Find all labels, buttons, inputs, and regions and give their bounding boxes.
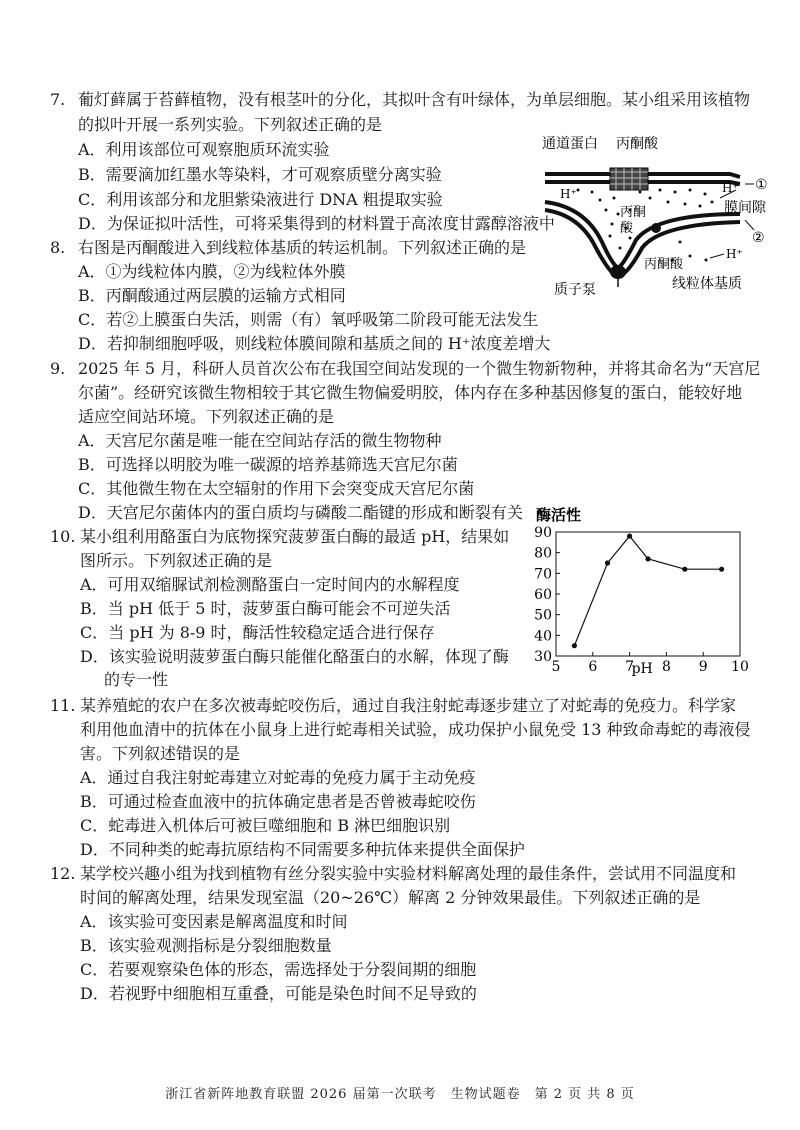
question-10: [50, 527, 509, 547]
y-tick-label: 80: [534, 545, 552, 562]
option-a: A．利用该部位可观察胞质环流实验: [78, 140, 330, 159]
h-plus-arrow-bottom: [710, 254, 724, 258]
label-matrix: 线粒体基质: [672, 276, 742, 292]
pyruvate-carrier: [651, 223, 661, 233]
question-8: [50, 238, 526, 258]
chart-series: [572, 534, 724, 649]
question-stem-continued: 害。下列叙述错误的是: [80, 744, 241, 763]
option-c: C．其他微生物在太空辐射的作用下会突变成天宫尼尔菌: [78, 479, 475, 498]
question-number: 11.: [50, 696, 76, 715]
question-9: [50, 359, 760, 379]
y-tick-label: 50: [534, 607, 552, 624]
option-b: B．可选择以明胶为唯一碳源的培养基筛选天宫尼尔菌: [78, 455, 458, 474]
label-pyruvate-bottom: 丙酮酸: [644, 257, 684, 272]
option-b: B．当 pH 低于 5 时，菠萝蛋白酶可能会不可逆失活: [80, 599, 451, 618]
option-a: A．①为线粒体内膜，②为线粒体外膜: [78, 262, 346, 281]
question-number: 7.: [50, 90, 66, 109]
question-stem-continued: 利用他血清中的抗体在小鼠身上进行蛇毒相关试验，成功保护小鼠免受 13 种致命毒蛇的毒液侵: [80, 720, 751, 739]
label-arrow-h-plus: H⁺: [722, 181, 739, 195]
label-intermembrane-space: 膜间隙: [724, 200, 766, 216]
question-12: [50, 864, 736, 884]
inner-membrane: [545, 210, 740, 277]
option-b: B．该实验观测指标是分裂细胞数量: [80, 936, 332, 955]
option-d: D．不同种类的蛇毒抗原结构不同需要多种抗体来提供全面保护: [80, 840, 525, 859]
label-pyruvate-top: 丙酮酸: [616, 136, 658, 152]
y-tick-label: 60: [534, 587, 552, 603]
enzyme-activity-chart: [528, 504, 768, 676]
page-footer: 浙江省新阵地教育联盟 2026 届第一次联考 生物试题卷 第 2 页 共 8 页: [165, 1087, 635, 1102]
option-d: D．为保证拟叶活性，可将采集得到的材料置于高浓度甘露醇溶液中: [78, 214, 555, 233]
question-stem: 葡灯藓属于苔藓植物，没有根茎叶的分化，其拟叶含有叶绿体，为单层细胞。某小组采用该植物: [78, 90, 751, 109]
question-stem-continued: 尔菌”。经研究该微生物相较于其它微生物偏爱明胶，体内存在多种基因修复的蛋白，能较好地: [78, 383, 743, 402]
mitochondria-diagram: [540, 132, 780, 302]
x-tick-label: 5: [551, 659, 561, 675]
x-tick-label: 8: [661, 659, 671, 675]
question-stem: 2025 年 5 月，科研人员首次公布在我国空间站发现的一个微生物新物种，并将其命名为“天宫尼: [78, 359, 761, 378]
option-d: D．天宫尼尔菌体内的蛋白质均与磷酸二酯键的形成和断裂有关: [78, 503, 523, 522]
option-b: B．丙酮酸通过两层膜的运输方式相同: [78, 286, 346, 305]
question-stem: 某养殖蛇的农户在多次被毒蛇咬伤后，通过自我注射蛇毒逐步建立了对蛇毒的免疫力。科学家: [80, 696, 737, 715]
label-proton-pump: 质子泵: [554, 282, 596, 298]
x-axis-label: pH: [631, 661, 653, 676]
question-number: 12.: [50, 864, 76, 883]
x-tick-label: 7: [625, 659, 635, 675]
label-pyruvate-mid: 丙酮酸: [620, 205, 647, 236]
question-number: 9.: [50, 359, 66, 378]
option-d-continued: 的专一性: [104, 670, 169, 689]
proton-pump-shape: [610, 265, 626, 279]
y-tick-label: 90: [534, 525, 552, 541]
option-b: B．可通过检查血液中的抗体确定患者是否曾被毒蛇咬伤: [80, 792, 476, 811]
label-circle-2: ②: [752, 230, 765, 246]
question-stem-continued: 图所示。下列叙述正确的是: [80, 551, 273, 570]
chart-axes: [556, 532, 740, 656]
option-c: C．蛇毒进入机体后可被巨噬细胞和 B 淋巴细胞识别: [80, 816, 451, 835]
option-c: C．利用该部分和龙胆紫染液进行 DNA 粗提取实验: [78, 190, 443, 209]
x-tick-label: 9: [698, 659, 708, 675]
option-c: C．若②上膜蛋白失活，则需（有）氧呼吸第二阶段可能无法发生: [78, 310, 539, 329]
option-c: C．当 pH 为 8-9 时，酶活性较稳定适合进行保存: [80, 623, 435, 642]
option-a: A．该实验可变因素是解离温度和时间: [80, 912, 348, 931]
data-point: [682, 567, 687, 572]
question-stem-continued: 适应空间站环境。下列叙述正确的是: [78, 407, 335, 426]
plot-frame: [556, 532, 740, 656]
chart-title: 酶活性: [536, 506, 582, 524]
data-point: [627, 534, 632, 539]
question-stem-continued: 的拟叶开展一系列实验。下列叙述正确的是: [78, 115, 383, 134]
option-d: D．该实验说明菠萝蛋白酶只能催化酪蛋白的水解，体现了酶: [80, 647, 509, 666]
label-arrow-h-plus-bottom: H⁺: [726, 247, 743, 261]
option-a: A．通过自我注射蛇毒建立对蛇毒的免疫力属于主动免疫: [80, 768, 476, 787]
data-point: [645, 556, 650, 561]
data-point: [605, 560, 610, 565]
label-leader-2: [745, 220, 754, 230]
option-d: D．若视野中细胞相互重叠，可能是染色时间不足导致的: [80, 984, 477, 1003]
option-c: C．若要观察染色体的形态，需选择处于分裂间期的细胞: [80, 960, 477, 979]
option-a: A．天宫尼尔菌是唯一能在空间站存活的微生物物种: [78, 431, 442, 450]
option-d: D．若抑制细胞呼吸，则线粒体膜间隙和基质之间的 H⁺浓度差增大: [78, 334, 551, 353]
question-stem: 某学校兴趣小组为找到植物有丝分裂实验中实验材料解离处理的最佳条件，尝试用不同温度和: [80, 864, 737, 883]
question-7: [50, 90, 750, 110]
data-point: [719, 567, 724, 572]
y-tick-label: 40: [534, 628, 552, 645]
question-stem: 某小组利用酪蛋白为底物探究菠萝蛋白酶的最适 pH，结果如: [80, 527, 510, 546]
y-tick-label: 70: [534, 566, 552, 583]
series-line: [574, 536, 721, 646]
option-a: A．可用双缩脲试剂检测酪蛋白一定时间内的水解程度: [80, 575, 460, 594]
question-number: 8.: [50, 238, 66, 257]
question-stem: 右图是丙酮酸进入到线粒体基质的转运机制。下列叙述正确的是: [78, 238, 527, 257]
question-11: [50, 696, 736, 716]
label-channel-protein: 通道蛋白: [542, 136, 598, 152]
y-tick-label: 30: [534, 649, 552, 665]
question-number: 10.: [50, 527, 76, 546]
label-h-plus: H⁺: [560, 187, 577, 201]
option-b: B．需要滴加红墨水等染料，才可观察质壁分离实验: [78, 165, 442, 184]
question-stem-continued: 时间的解离处理，结果发现室温（20~26℃）解离 2 分钟效果最佳。下列叙述正确的是: [80, 888, 701, 907]
label-circle-1: ①: [755, 177, 768, 193]
x-tick-label: 10: [731, 659, 749, 675]
data-point: [572, 643, 577, 648]
x-tick-label: 6: [588, 659, 598, 675]
